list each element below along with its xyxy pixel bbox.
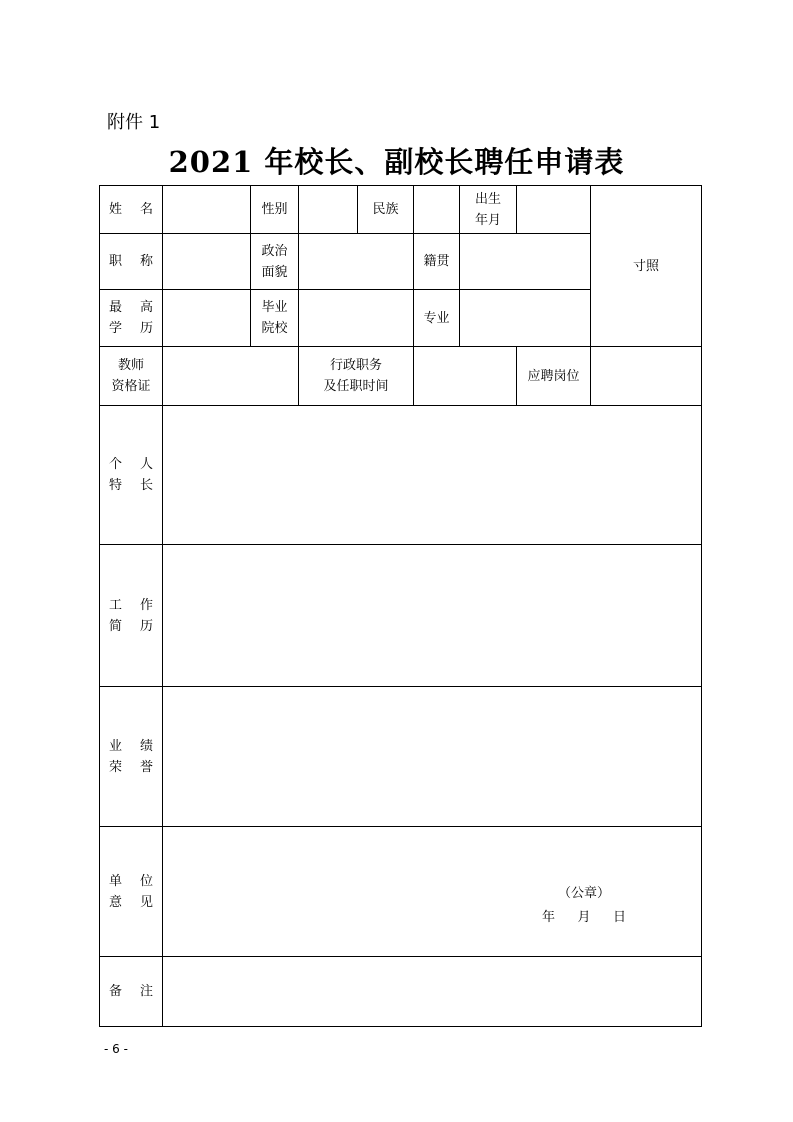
remarks-field[interactable] xyxy=(162,956,702,1027)
achievements-label: 业 绩 荣 誉 xyxy=(99,686,163,827)
gender-label: 性别 xyxy=(250,185,299,234)
teacher-cert-field[interactable] xyxy=(162,346,299,406)
ethnicity-label: 民族 xyxy=(357,185,414,234)
major-field[interactable] xyxy=(459,289,591,347)
title-rank-label: 职 称 xyxy=(99,233,163,290)
name-field[interactable] xyxy=(162,185,251,234)
seal-label: （公章） xyxy=(557,886,610,901)
applied-post-field[interactable] xyxy=(590,346,702,406)
admin-post-field[interactable] xyxy=(413,346,517,406)
ethnicity-field[interactable] xyxy=(413,185,460,234)
work-history-label: 工 作 简 历 xyxy=(99,544,163,687)
specialty-field[interactable] xyxy=(162,405,702,545)
teacher-cert-label: 教师 资格证 xyxy=(99,346,163,406)
major-label: 专业 xyxy=(413,289,460,347)
education-field[interactable] xyxy=(162,289,251,347)
achievements-field[interactable] xyxy=(162,686,702,827)
politics-field[interactable] xyxy=(298,233,414,290)
date-line xyxy=(542,906,626,930)
birth-field[interactable] xyxy=(516,185,591,234)
application-form-table xyxy=(99,185,702,1027)
attachment-label: 附件 1 xyxy=(107,112,161,133)
work-history-field[interactable] xyxy=(162,544,702,687)
applied-post-label: 应聘岗位 xyxy=(516,346,591,406)
date-year: 年 xyxy=(542,910,556,925)
education-label: 最 高 学 历 xyxy=(99,289,163,347)
birth-label: 出生 年月 xyxy=(459,185,517,234)
admin-post-label: 行政职务 及任职时间 xyxy=(298,346,414,406)
photo-box[interactable]: 寸照 xyxy=(590,185,702,347)
date-day: 日 xyxy=(612,910,626,925)
specialty-label: 个 人 特 长 xyxy=(99,405,163,545)
native-place-field[interactable] xyxy=(459,233,591,290)
native-place-label: 籍贯 xyxy=(413,233,460,290)
politics-label: 政治 面貌 xyxy=(250,233,299,290)
school-label: 毕业 院校 xyxy=(250,289,299,347)
remarks-label: 备 注 xyxy=(99,956,163,1027)
form-title: 2021 年校长、副校长聘任申请表 xyxy=(168,145,625,179)
title-rank-field[interactable] xyxy=(162,233,251,290)
unit-opinion-label: 单 位 意 见 xyxy=(99,826,163,957)
date-month: 月 xyxy=(577,910,591,925)
page-number: - 6 - xyxy=(104,1042,128,1056)
gender-field[interactable] xyxy=(298,185,358,234)
name-label: 姓 名 xyxy=(99,185,163,234)
school-field[interactable] xyxy=(298,289,414,347)
stamp-block xyxy=(509,882,659,930)
